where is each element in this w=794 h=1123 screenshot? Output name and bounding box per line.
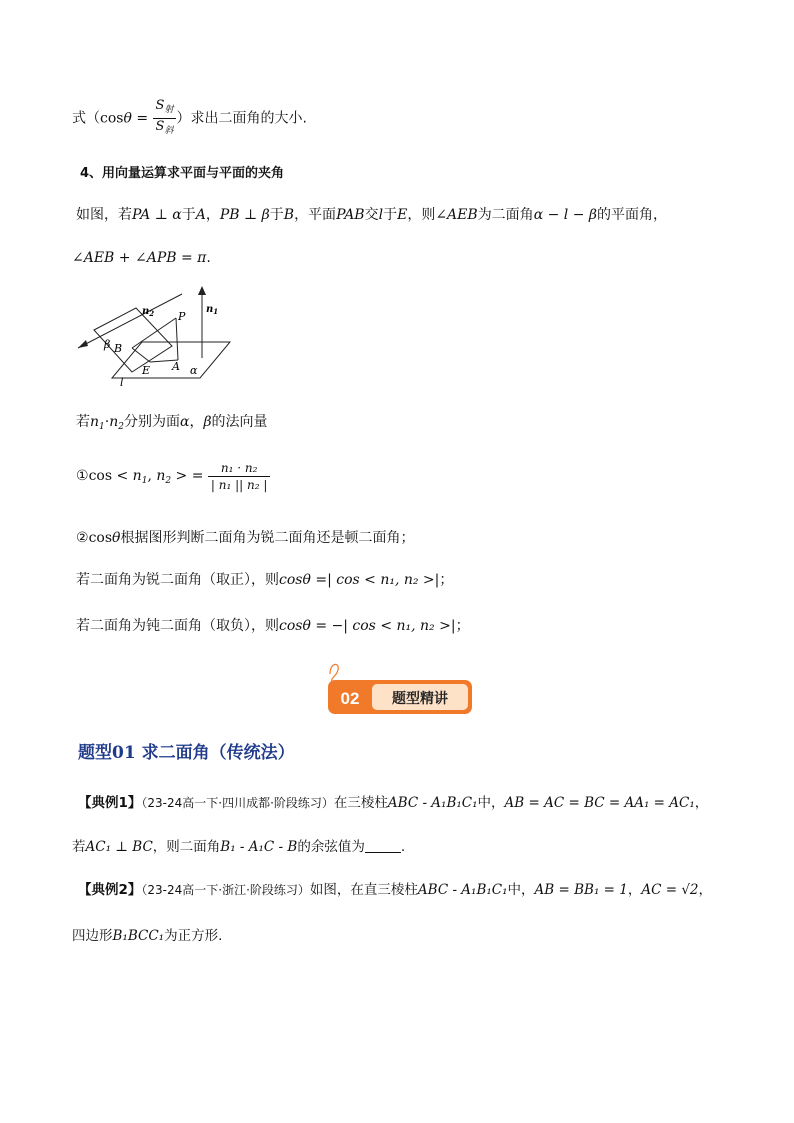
- normal-text-d: 的法向量: [211, 414, 268, 430]
- acute-case-line: [76, 570, 453, 590]
- dihedral-figure: [72, 282, 242, 394]
- numerator-s: S: [155, 98, 165, 113]
- example-1-prism: ABC - A₁B₁C₁: [387, 795, 478, 811]
- intro-text-i: 为二面角: [477, 207, 534, 223]
- label-n1: $n_1$: [206, 304, 219, 316]
- n2-sub: 2: [118, 422, 124, 432]
- plane-pab: PAB: [336, 207, 365, 223]
- denominator-sub: 斜: [164, 126, 174, 136]
- obtuse-formula: cosθ = −| cos < n₁, n₂ >|: [279, 618, 456, 634]
- intro-text-j: 的平面角，: [596, 207, 667, 223]
- label-b: B: [114, 342, 123, 355]
- obtuse-case-line: [76, 616, 470, 636]
- example-1-equalities: AB = AC = BC = AA₁ = AC₁: [504, 795, 695, 811]
- example-2-text-f: 为正方形.: [164, 928, 223, 944]
- example-2-text-c: ，: [627, 882, 642, 898]
- angle-sum-equation: ∠AEB + ∠APB = π: [72, 250, 207, 266]
- example-2-source: （23-24高一下·浙江·阶段练习）: [141, 883, 310, 897]
- intro-text-f: 交: [364, 207, 379, 223]
- intro-text-a: 如图，若: [76, 207, 132, 223]
- normal-text-c: ，: [189, 414, 204, 430]
- formula-line: [72, 98, 307, 139]
- intro-period: .: [206, 250, 211, 266]
- intro-text-d: 于: [269, 207, 284, 223]
- example-2-label: 【典例2】: [78, 882, 142, 898]
- obtuse-text: 若二面角为钝二面角（取负），则: [76, 618, 279, 634]
- point-e: E: [397, 207, 408, 223]
- acute-end: ；: [439, 572, 454, 588]
- theta-symbol: θ: [123, 110, 132, 127]
- intro-text-h: ，则: [407, 207, 436, 223]
- example-2-text-e: 四边形: [72, 928, 113, 944]
- section-title: 题型01 求二面角（传统法）: [78, 743, 295, 763]
- cos-text: cos: [88, 468, 113, 484]
- area-ratio-fraction: [153, 98, 177, 139]
- label-n2: $n_2$: [142, 306, 155, 318]
- label-a: A: [172, 360, 180, 373]
- item-2-cos-theta: [76, 528, 414, 548]
- section-banner: [326, 660, 476, 720]
- angle-aeb: ∠AEB: [435, 207, 478, 223]
- example-1-label: 【典例1】: [78, 795, 142, 811]
- theta-symbol: θ: [112, 530, 121, 546]
- cos-text: cos: [88, 530, 113, 546]
- gt-equals: > =: [171, 468, 208, 484]
- n1-symbol: n: [132, 468, 142, 484]
- example-2-text-d: ，: [698, 882, 713, 898]
- lt-sign: <: [112, 468, 133, 484]
- comma: ,: [147, 468, 157, 484]
- example-2-eq2: AC = √2: [641, 882, 699, 898]
- example-2-line-1: [78, 880, 712, 900]
- n1-symbol: n: [90, 414, 100, 430]
- n1-sub: 1: [99, 422, 105, 432]
- acute-formula: cosθ =| cos < n₁, n₂ >|: [279, 572, 440, 588]
- label-l: l: [120, 376, 124, 389]
- intro-text-c: ，: [205, 207, 220, 223]
- item-1-cos-formula: [76, 456, 270, 501]
- normal-text-b: 分别为面: [123, 414, 180, 430]
- label-beta: β: [104, 338, 111, 351]
- alpha-symbol: α: [179, 414, 190, 430]
- example-1-text-c: ，: [694, 795, 709, 811]
- fraction-denominator: | n₁ || n₂ |: [208, 476, 271, 493]
- label-alpha: α: [190, 364, 198, 377]
- example-1-text-a: 在三棱柱: [333, 795, 388, 811]
- banner-label: 题型精讲: [392, 691, 448, 707]
- intro-text-g: 于: [383, 207, 398, 223]
- point-b: B: [283, 207, 295, 223]
- normal-n2-arrowhead: [78, 340, 88, 348]
- example-1-text-f: 的余弦值为: [297, 839, 365, 855]
- example-2-quadrilateral: B₁BCC₁: [112, 928, 165, 944]
- denominator-s: S: [155, 119, 165, 134]
- example-2-text-b: 中，: [507, 882, 535, 898]
- cos-fraction: [208, 460, 271, 493]
- pb-perp-beta: PB ⊥ β: [219, 207, 270, 223]
- example-2-text-a: 如图，在直三棱柱: [309, 882, 418, 898]
- normal-text-a: 若: [76, 414, 90, 430]
- example-1-text-b: 中，: [477, 795, 505, 811]
- circled-one: ①: [76, 468, 89, 484]
- intro-line-1: [76, 205, 667, 225]
- formula-prefix: 式（: [72, 110, 100, 127]
- normal-vectors-line: [76, 412, 268, 437]
- dihedral-alpha-l-beta: α − l − β: [533, 207, 597, 223]
- intro-text-b: 于: [181, 207, 196, 223]
- segment-pa: [176, 318, 178, 360]
- example-2-line-2: [72, 926, 222, 946]
- normal-n1-arrowhead: [198, 286, 206, 295]
- obtuse-end: ；: [455, 618, 470, 634]
- example-1-source: （23-24高一下·四川成都·阶段练习）: [141, 796, 334, 810]
- example-1-perp: AC₁ ⊥ BC: [85, 839, 153, 855]
- beta-symbol: β: [203, 414, 212, 430]
- answer-blank[interactable]: [365, 838, 401, 853]
- fraction-numerator: n₁ · n₂: [220, 460, 258, 475]
- label-p: P: [178, 310, 186, 323]
- banner-number: 02: [340, 689, 360, 708]
- segment-eb: [132, 348, 150, 362]
- equals-sign: =: [131, 110, 153, 127]
- acute-text: 若二面角为锐二面角（取正），则: [76, 572, 279, 588]
- example-1-text-e: ，则二面角: [152, 839, 221, 855]
- example-1-period: .: [400, 839, 406, 855]
- line-l: l: [378, 207, 384, 223]
- pa-perp-alpha: PA ⊥ α: [132, 207, 182, 223]
- cos-text: cos: [100, 110, 124, 127]
- intro-text-e: ，平面: [294, 207, 337, 223]
- item-2-text: 根据图形判断二面角为锐二面角还是顿二面角；: [120, 530, 415, 546]
- heading-vector-angle: 4、用向量运算求平面与平面的夹角: [80, 166, 285, 181]
- formula-suffix: ）求出二面角的大小.: [176, 110, 307, 127]
- example-1-text-d: 若: [72, 839, 86, 855]
- n2-symbol: n: [109, 414, 119, 430]
- label-e: E: [142, 364, 151, 377]
- example-2-eq1: AB = BB₁ = 1: [534, 882, 628, 898]
- circled-two: ②: [76, 530, 89, 546]
- middle-dot: ·: [104, 414, 110, 430]
- point-a: A: [195, 207, 206, 223]
- intro-line-2: [72, 248, 211, 268]
- example-1-line-2: [72, 837, 405, 857]
- example-2-prism: ABC - A₁B₁C₁: [417, 882, 508, 898]
- n1-sub: 1: [141, 476, 148, 486]
- numerator-sub: 射: [164, 105, 174, 115]
- example-1-line-1: [78, 793, 708, 813]
- n2-sub: 2: [165, 476, 172, 486]
- example-1-dihedral: B₁ - A₁C - B: [220, 839, 298, 855]
- n2-symbol: n: [156, 468, 166, 484]
